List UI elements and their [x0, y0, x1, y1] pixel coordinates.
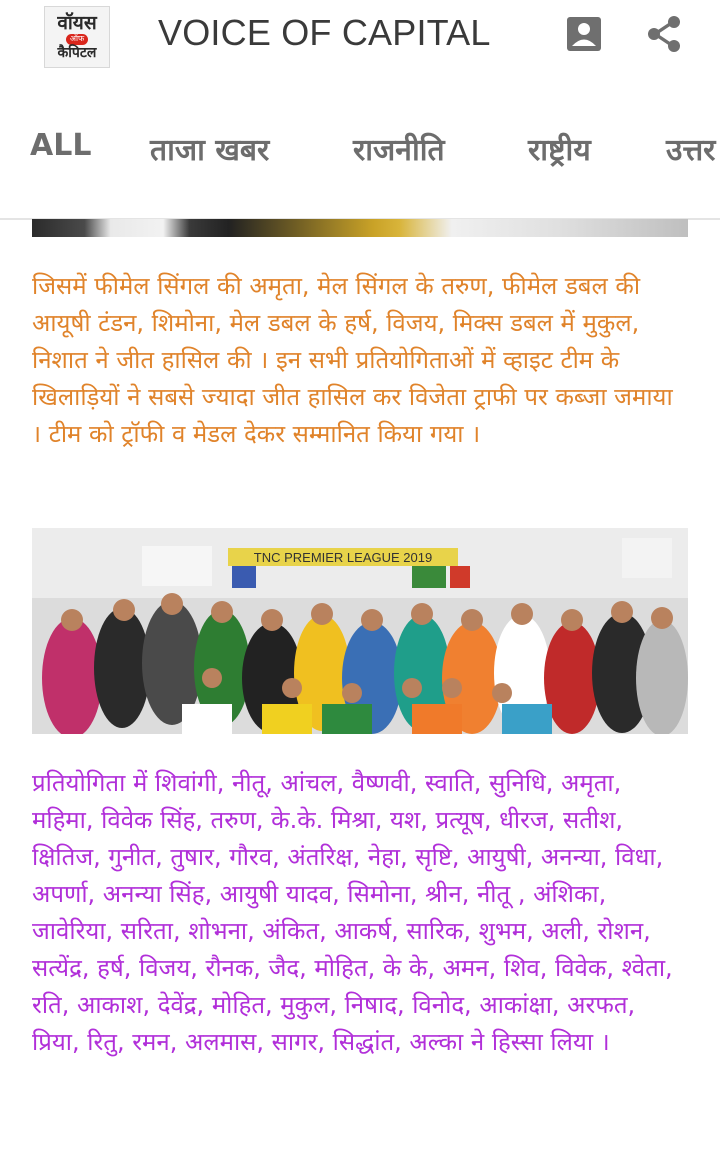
share-icon[interactable] [644, 14, 684, 54]
app-title: VOICE OF CAPITAL [158, 12, 491, 53]
tab-taja-khabar[interactable]: ताजा खबर [150, 133, 270, 168]
logo-middle-text: ऑफ [66, 34, 88, 45]
app-bar [0, 0, 720, 220]
tab-rashtriya[interactable]: राष्ट्रीय [528, 133, 591, 168]
banner-text: TNC PREMIER LEAGUE 2019 [253, 550, 433, 565]
logo-bottom-text: कैपिटल [57, 44, 97, 61]
tab-uttar[interactable]: उत्तर [666, 133, 716, 168]
logo-top-text: वॉयस [57, 12, 97, 35]
article-paragraph: जिसमें फीमेल सिंगल की अमृता, मेल सिंगल के तरुण, फीमेल डबल की आयूषी टंडन, शिमोना, मेल डबल के हर्ष, विजय, मिक्स डबल में मुकुल, निशात ने जीत हासिल की । इन सभी प्रतियोगिताओं में व्हाइट टीम के खिलाड़ियों ने सबसे ज्यादा जीत हासिल कर विजेता ट्राफी पर कब्जा जमाया । टीम को ट्रॉफी व मेडल देकर सम्मानित किया गया । [32, 272, 673, 448]
category-tabs [0, 128, 720, 178]
tab-rajniti[interactable]: राजनीति [353, 133, 445, 168]
article-image-partial [32, 219, 688, 237]
group-photo[interactable] [32, 528, 688, 734]
participants-paragraph: प्रतियोगिता में शिवांगी, नीतू, आंचल, वैष्णवी, स्वाति, सुनिधि, अमृता, महिमा, विवेक सिंह, तरुण, के.के. मिश्रा, यश, प्रत्यूष, धीरज, सतीश, क्षितिज, गुनीत, तुषार, गौरव, अंतरिक्ष, नेहा, सृष्टि, आयुषी, अनन्या, विधा, अपर्णा, अनन्या सिंह, आयुषी यादव, सिमोना, श्रीन, नीतू , अंशिका, जावेरिया, सरिता, शोभना, अंकित, आकर्ष, सारिक, शुभम, अली, रोशन, सत्येंद्र, हर्ष, विजय, रौनक, जैद, मोहित, के के, अमन, शिव, विवेक, श्वेता, रति, आकाश, देवेंद्र, मोहित, मुकुल, निषाद, विनोद, आकांक्षा, अरफत, प्रिया, रितु, रमन, अलमास, सागर, सिद्धांत, अल्का ने हिस्सा लिया । [32, 769, 673, 1056]
voice-of-capital-logo[interactable] [44, 6, 110, 68]
tab-all[interactable]: ALL [30, 128, 92, 163]
account-box-icon[interactable] [564, 14, 604, 54]
